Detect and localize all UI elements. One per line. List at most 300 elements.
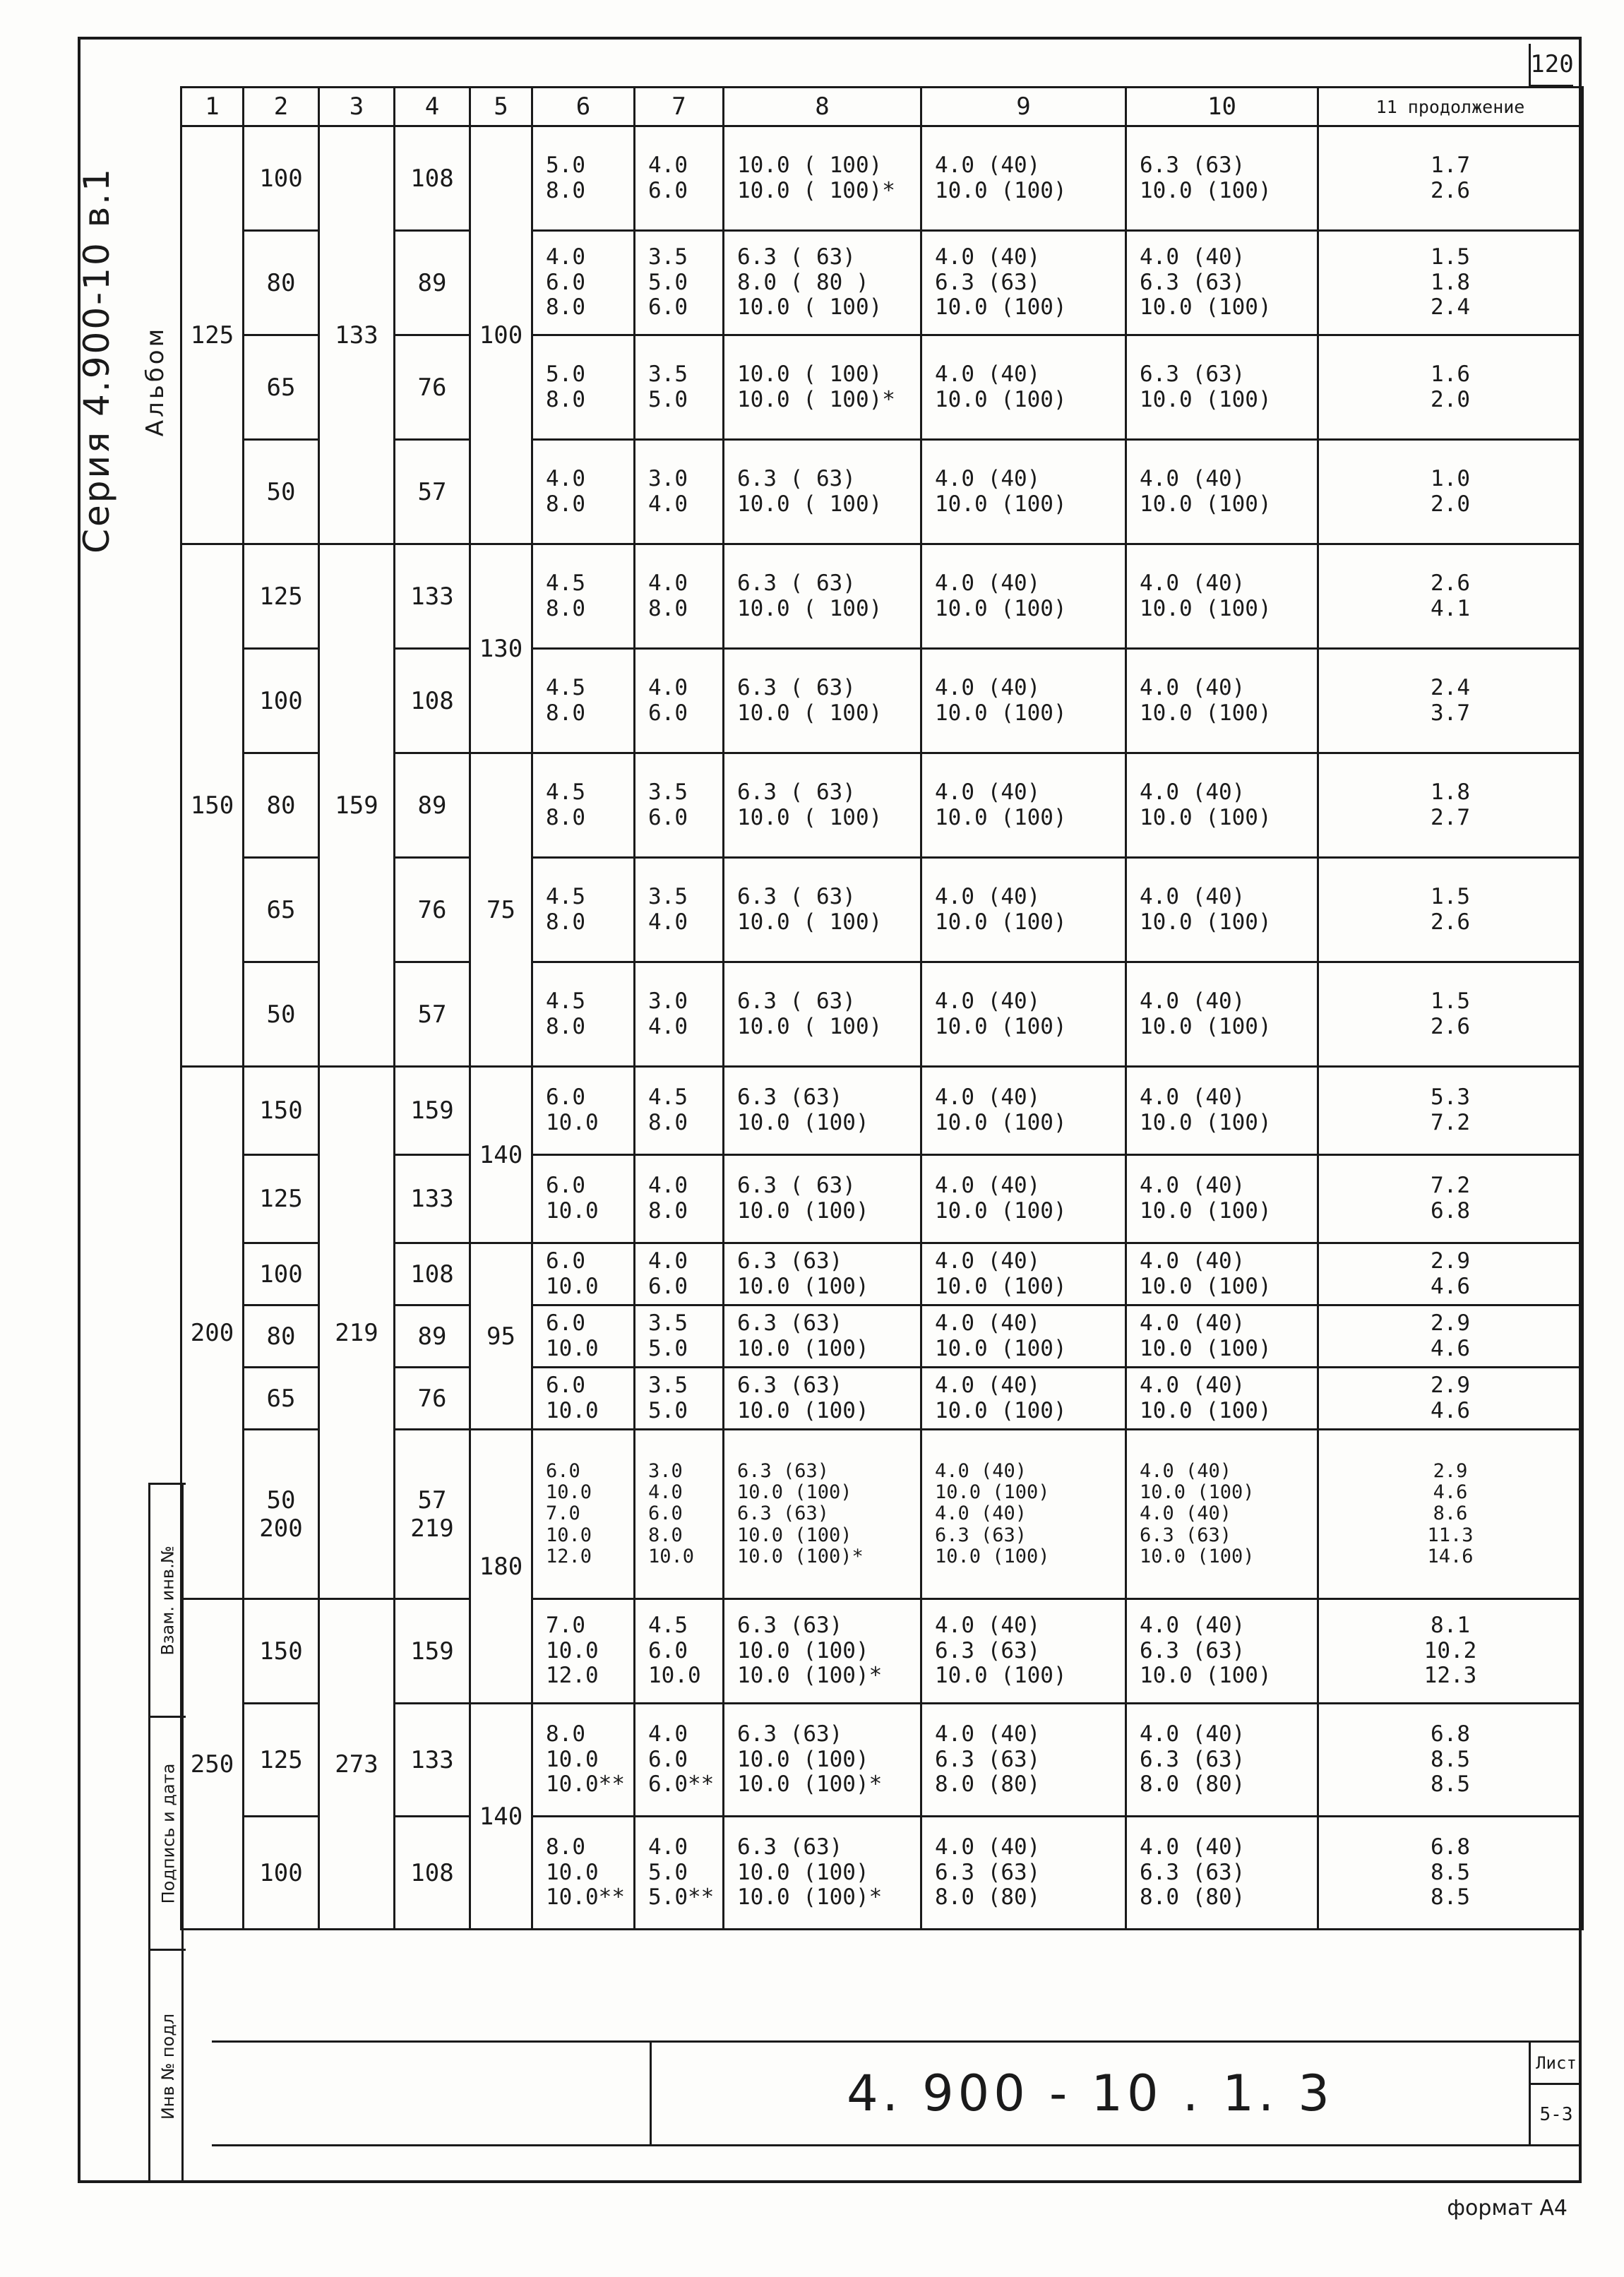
- cell-line: 10.0 (100): [1140, 1110, 1272, 1135]
- cell-line: 8.0: [648, 1524, 683, 1546]
- stamp-replace-text: Взам. инв.№: [158, 1545, 179, 1656]
- table-cell: [921, 962, 1126, 1067]
- cell-line: 8.0: [546, 294, 585, 321]
- table-cell: [1318, 335, 1583, 440]
- cell-line: 4.0 (40): [935, 1721, 1041, 1747]
- table-cell: 95: [470, 1243, 532, 1430]
- cell-line: 6.3 (63): [1140, 1859, 1246, 1885]
- cell-line: 4.0: [648, 1248, 688, 1274]
- cell-line: 6.0: [648, 1637, 688, 1663]
- cell-line: 6.3 (63): [1140, 1746, 1246, 1772]
- cell-line: 8.6: [1433, 1502, 1468, 1525]
- table-cell: [921, 335, 1126, 440]
- cell-line: 4.0 (40): [1140, 1613, 1246, 1639]
- cell-line: 10.0: [546, 1481, 592, 1504]
- table-cell: [532, 1305, 635, 1368]
- cell-line: 10.0: [546, 1110, 599, 1135]
- table-cell: 65: [244, 335, 319, 440]
- table-cell: [1126, 1599, 1318, 1704]
- table-cell: [921, 1067, 1126, 1155]
- cell-line: 4.0 (40): [935, 1173, 1041, 1199]
- table-cell: [724, 1599, 921, 1704]
- cell-line: 6.3 (63): [737, 1372, 843, 1398]
- cell-line: 6.0: [648, 1502, 683, 1525]
- cell-line: 5.0: [648, 1335, 688, 1361]
- cell-line: 10.0 ( 100): [737, 909, 883, 935]
- list-number: 5-3: [1539, 2104, 1573, 2125]
- table-cell: [532, 544, 635, 649]
- table-cell: [1318, 440, 1583, 544]
- cell-line: 8.1: [1431, 1613, 1470, 1639]
- stamp-cell-signature: [150, 1716, 186, 1949]
- table-cell: [635, 126, 724, 231]
- cell-line: 4.0 (40): [935, 988, 1041, 1014]
- table-cell: [921, 126, 1126, 231]
- table-cell: [1318, 1155, 1583, 1243]
- cell-line: 8.5: [1431, 1771, 1470, 1798]
- cell-line: 2.6: [1431, 909, 1470, 935]
- format-label: формат А4: [1447, 2196, 1568, 2221]
- cell-line: 4.0 (40): [935, 779, 1041, 805]
- table-cell: [724, 962, 921, 1067]
- cell-line: 8.0 ( 80 ): [737, 269, 869, 295]
- cell-line: 5.0**: [648, 1884, 715, 1911]
- cell-line: 10.0 (100): [935, 294, 1067, 321]
- cell-line: 8.5: [1431, 1746, 1470, 1772]
- table-cell: [1126, 649, 1318, 753]
- table-cell: [921, 1430, 1126, 1599]
- table-cell: [1318, 1368, 1583, 1430]
- cell-line: 4.0 (40): [935, 883, 1041, 909]
- cell-line: 10.0 (100): [1140, 1481, 1255, 1504]
- cell-line: 10.0 (100): [935, 1397, 1067, 1423]
- table-row: [181, 1599, 1583, 1704]
- table-cell: 100: [470, 126, 532, 544]
- sheet-number: 120: [1529, 44, 1573, 87]
- cell-line: 6.3 (63): [935, 1746, 1041, 1772]
- table-cell: 50 200: [244, 1430, 319, 1599]
- cell-line: 6.3 (63): [737, 1613, 843, 1639]
- cell-line: 4.0 (40): [935, 570, 1041, 596]
- table-cell: 130: [470, 544, 532, 753]
- stamp-signature-text: Подпись и дата: [158, 1763, 179, 1904]
- cell-line: 12.3: [1423, 1663, 1477, 1689]
- stamp-column: [148, 1483, 184, 2182]
- cell-line: 6.3 (63): [737, 1721, 843, 1747]
- cell-line: 10.0 ( 100)*: [737, 386, 895, 412]
- cell-line: 4.0: [648, 1013, 688, 1039]
- table-cell: 57 219: [395, 1430, 470, 1599]
- column-header: 8: [724, 88, 921, 126]
- cell-line: 10.0 (100): [935, 1110, 1067, 1135]
- cell-line: 10.0 (100): [935, 595, 1067, 621]
- table-cell: [724, 649, 921, 753]
- table-body: [181, 126, 1583, 1930]
- table-row: [181, 1067, 1583, 1155]
- cell-line: 5.0: [648, 1859, 688, 1885]
- cell-line: 6.3 (63): [737, 1459, 830, 1482]
- cell-line: 8.5: [1431, 1884, 1470, 1911]
- cell-line: 4.0 (40): [935, 465, 1041, 491]
- cell-line: 10.0 (100): [1140, 1273, 1272, 1299]
- cell-line: 10.0 ( 100)*: [737, 177, 895, 203]
- cell-line: 4.1: [1431, 595, 1470, 621]
- cell-line: 6.3 (63): [737, 1248, 843, 1274]
- cell-line: 10.0: [546, 1397, 599, 1423]
- cell-line: 2.6: [1431, 570, 1470, 596]
- cell-line: 6.0: [546, 269, 585, 295]
- cell-line: 4.0 (40): [1140, 779, 1246, 805]
- table-cell: 100: [244, 1243, 319, 1305]
- cell-line: 10.0 (100): [737, 1335, 869, 1361]
- table-cell: 200: [181, 1067, 244, 1599]
- cell-line: 4.5: [648, 1613, 688, 1639]
- cell-line: 4.0: [648, 1173, 688, 1199]
- table-cell: 125: [244, 1704, 319, 1817]
- cell-line: 4.0: [648, 570, 688, 596]
- table-cell: [724, 753, 921, 858]
- cell-line: 4.0 (40): [1140, 1310, 1246, 1336]
- table-cell: [635, 1430, 724, 1599]
- table-cell: [1126, 753, 1318, 858]
- data-table: [180, 86, 1584, 1930]
- cell-line: 10.0**: [546, 1771, 625, 1798]
- document-code: 4. 900 - 10 . 1. 3: [847, 2064, 1334, 2122]
- cell-line: 6.0**: [648, 1771, 715, 1798]
- table-cell: 65: [244, 858, 319, 962]
- cell-line: 2.0: [1431, 386, 1470, 412]
- table-cell: [1126, 1155, 1318, 1243]
- cell-line: 8.0: [648, 595, 688, 621]
- column-header: 5: [470, 88, 532, 126]
- table-cell: [724, 1704, 921, 1817]
- cell-line: 10.0 (100): [935, 909, 1067, 935]
- table-cell: 80: [244, 753, 319, 858]
- cell-line: 6.0: [648, 700, 688, 726]
- cell-line: 1.7: [1431, 152, 1470, 178]
- cell-line: 4.0 (40): [935, 1310, 1041, 1336]
- cell-line: 10.0 (100): [1140, 1198, 1272, 1224]
- table-cell: [724, 544, 921, 649]
- cell-line: 2.9: [1431, 1310, 1470, 1336]
- cell-line: 6.3 (63): [1140, 1637, 1246, 1663]
- cell-line: 4.0: [648, 1721, 688, 1747]
- cell-line: 10.0 (100): [737, 1746, 869, 1772]
- table-cell: 150: [244, 1067, 319, 1155]
- table-cell: [724, 1305, 921, 1368]
- table-cell: [921, 753, 1126, 858]
- cell-line: 6.3 (63): [737, 1310, 843, 1336]
- table-cell: 108: [395, 649, 470, 753]
- cell-line: 3.5: [648, 779, 688, 805]
- table-cell: [921, 231, 1126, 335]
- cell-line: 10.0 (100): [1140, 1335, 1272, 1361]
- table-cell: [635, 1599, 724, 1704]
- cell-line: 8.0: [546, 804, 585, 830]
- table-cell: [532, 126, 635, 231]
- table-cell: [635, 1368, 724, 1430]
- cell-line: 10.0 (100): [1140, 386, 1272, 412]
- cell-line: 2.9: [1433, 1459, 1468, 1482]
- cell-line: 4.0 (40): [935, 152, 1041, 178]
- table-cell: [724, 1155, 921, 1243]
- table-cell: [1126, 335, 1318, 440]
- table-cell: [921, 1368, 1126, 1430]
- cell-line: 10.0 (100): [1140, 909, 1272, 935]
- table-cell: [724, 126, 921, 231]
- cell-line: 10.0 (100): [737, 1859, 869, 1885]
- cell-line: 10.0 (100): [737, 1198, 869, 1224]
- cell-line: 5.0: [648, 1397, 688, 1423]
- cell-line: 5.0: [546, 152, 585, 178]
- table-cell: 100: [244, 649, 319, 753]
- column-header: 11 продолжение: [1318, 88, 1583, 126]
- cell-line: 7.2: [1431, 1173, 1470, 1199]
- cell-line: 4.0 (40): [935, 361, 1041, 387]
- cell-line: 10.0 ( 100): [737, 491, 883, 517]
- table-cell: [921, 544, 1126, 649]
- table-cell: [532, 335, 635, 440]
- cell-line: 3.0: [648, 988, 688, 1014]
- cell-line: 10.0 (100): [1140, 700, 1272, 726]
- album-label: [131, 304, 180, 459]
- table-cell: [1318, 1430, 1583, 1599]
- column-header: 4: [395, 88, 470, 126]
- column-header: 1: [181, 88, 244, 126]
- cell-line: 6.0: [546, 1084, 585, 1111]
- cell-line: 4.0 (40): [935, 1613, 1041, 1639]
- table-cell: 133: [395, 1704, 470, 1817]
- cell-line: 4.5: [546, 988, 585, 1014]
- table-cell: [1318, 1305, 1583, 1368]
- cell-line: 10.0 (100): [1140, 1013, 1272, 1039]
- table-cell: [635, 962, 724, 1067]
- cell-line: 3.7: [1431, 700, 1470, 726]
- table-cell: [1126, 231, 1318, 335]
- table-cell: [635, 1067, 724, 1155]
- cell-line: 8.0: [546, 700, 585, 726]
- cell-line: 8.0 (80): [935, 1771, 1041, 1798]
- cell-line: 10.0 (100): [1140, 804, 1272, 830]
- cell-line: 10.0 ( 100): [737, 595, 883, 621]
- table-cell: 65: [244, 1368, 319, 1430]
- cell-line: 10.0 ( 100): [737, 700, 883, 726]
- cell-line: 1.8: [1431, 779, 1470, 805]
- table-cell: [635, 858, 724, 962]
- table-cell: [1126, 1305, 1318, 1368]
- table-cell: 89: [395, 231, 470, 335]
- table-cell: 159: [395, 1599, 470, 1704]
- table-cell: 50: [244, 962, 319, 1067]
- cell-line: 8.0: [546, 177, 585, 203]
- cell-line: 10.0 (100)*: [737, 1771, 883, 1798]
- cell-line: 10.0 (100): [935, 804, 1067, 830]
- column-header: 7: [635, 88, 724, 126]
- cell-line: 6.3 ( 63): [737, 570, 856, 596]
- table-cell: 89: [395, 1305, 470, 1368]
- album-text: Альбом: [141, 325, 170, 437]
- cell-line: 10.0 ( 100): [737, 804, 883, 830]
- cell-line: 4.5: [546, 570, 585, 596]
- table-cell: 108: [395, 1243, 470, 1305]
- cell-line: 10.0: [546, 1335, 599, 1361]
- cell-line: 6.0: [546, 1459, 580, 1482]
- table-cell: [1318, 1599, 1583, 1704]
- table-cell: [532, 649, 635, 753]
- cell-line: 4.0 (40): [1140, 570, 1246, 596]
- table-cell: 57: [395, 962, 470, 1067]
- cell-line: 10.0 (100): [1140, 491, 1272, 517]
- cell-line: 8.0 (80): [935, 1884, 1041, 1911]
- cell-line: 10.0 (100): [935, 1273, 1067, 1299]
- cell-line: 1.5: [1431, 988, 1470, 1014]
- series-label: [65, 167, 129, 554]
- cell-line: 4.5: [546, 883, 585, 909]
- table-cell: [532, 1599, 635, 1704]
- cell-line: 4.0 (40): [1140, 883, 1246, 909]
- cell-line: 10.0 (100): [737, 1524, 852, 1546]
- cell-line: 10.0 (100): [935, 491, 1067, 517]
- cell-line: 10.0: [648, 1663, 701, 1689]
- table-cell: [724, 1243, 921, 1305]
- cell-line: 4.0: [648, 674, 688, 700]
- cell-line: 6.3 (63): [1140, 152, 1246, 178]
- cell-line: 2.7: [1431, 804, 1470, 830]
- cell-line: 4.6: [1431, 1397, 1470, 1423]
- cell-line: 4.0: [546, 465, 585, 491]
- cell-line: 1.6: [1431, 361, 1470, 387]
- cell-line: 1.5: [1431, 244, 1470, 270]
- cell-line: 10.0: [546, 1198, 599, 1224]
- table-cell: 125: [244, 544, 319, 649]
- cell-line: 6.8: [1431, 1834, 1470, 1860]
- table-cell: 140: [470, 1067, 532, 1243]
- table-cell: [532, 1155, 635, 1243]
- cell-line: 6.3 ( 63): [737, 883, 856, 909]
- cell-line: 10.2: [1423, 1637, 1477, 1663]
- cell-line: 10.0: [546, 1524, 592, 1546]
- cell-line: 10.0 (100)*: [737, 1884, 883, 1911]
- cell-line: 10.0 ( 100): [737, 1013, 883, 1039]
- cell-line: 8.0: [648, 1198, 688, 1224]
- table-cell: 150: [181, 544, 244, 1067]
- table-cell: 108: [395, 1817, 470, 1930]
- cell-line: 4.0 (40): [1140, 1173, 1246, 1199]
- cell-line: 4.6: [1433, 1481, 1468, 1504]
- cell-line: 6.3 (63): [1140, 1524, 1232, 1546]
- cell-line: 5.0: [648, 269, 688, 295]
- cell-line: 14.6: [1427, 1545, 1474, 1567]
- cell-line: 10.0 (100): [1140, 294, 1272, 321]
- cell-line: 10.0 (100): [935, 1481, 1050, 1504]
- table-cell: [1126, 1430, 1318, 1599]
- table-cell: [1126, 962, 1318, 1067]
- cell-line: 10.0 (100)*: [737, 1545, 864, 1567]
- cell-line: 6.3 (63): [935, 1524, 1027, 1546]
- cell-line: 4.0 (40): [1140, 1459, 1232, 1482]
- cell-line: 6.8: [1431, 1198, 1470, 1224]
- table-cell: [724, 1817, 921, 1930]
- table-cell: [532, 231, 635, 335]
- cell-line: 10.0: [546, 1746, 599, 1772]
- cell-line: 6.0: [546, 1248, 585, 1274]
- table-cell: [635, 544, 724, 649]
- table-cell: 133: [319, 126, 395, 544]
- cell-line: 8.5: [1431, 1859, 1470, 1885]
- cell-line: 2.4: [1431, 674, 1470, 700]
- cell-line: 8.0: [546, 386, 585, 412]
- table-cell: [1318, 1704, 1583, 1817]
- table-cell: [532, 753, 635, 858]
- cell-line: 10.0 (100): [1140, 1663, 1272, 1689]
- table-cell: [1318, 649, 1583, 753]
- table-cell: [635, 1243, 724, 1305]
- table-cell: [1318, 753, 1583, 858]
- cell-line: 8.0 (80): [1140, 1884, 1246, 1911]
- cell-line: 6.3 (63): [737, 1834, 843, 1860]
- cell-line: 4.0 (40): [935, 1459, 1027, 1482]
- cell-line: 3.5: [648, 883, 688, 909]
- table-cell: [635, 335, 724, 440]
- cell-line: 2.9: [1431, 1248, 1470, 1274]
- cell-line: 6.3 (63): [1140, 361, 1246, 387]
- cell-line: 2.9: [1431, 1372, 1470, 1398]
- table-cell: [532, 1817, 635, 1930]
- stamp-cell-replace: [150, 1483, 186, 1716]
- cell-line: 6.0: [546, 1310, 585, 1336]
- table-cell: [921, 1704, 1126, 1817]
- table-cell: [1318, 1243, 1583, 1305]
- cell-line: 7.0: [546, 1502, 580, 1525]
- table-cell: [1318, 858, 1583, 962]
- cell-line: 6.0: [648, 804, 688, 830]
- cell-line: 8.0: [648, 1110, 688, 1135]
- table-cell: [724, 1430, 921, 1599]
- cell-line: 6.8: [1431, 1721, 1470, 1747]
- table-cell: 75: [470, 753, 532, 1067]
- table-cell: 273: [319, 1599, 395, 1930]
- cell-line: 10.0 ( 100): [737, 361, 883, 387]
- cell-line: 5.3: [1431, 1084, 1470, 1111]
- table-cell: [532, 962, 635, 1067]
- cell-line: 4.0 (40): [1140, 465, 1246, 491]
- table-cell: [1318, 231, 1583, 335]
- table-cell: 159: [319, 544, 395, 1067]
- cell-line: 4.0 (40): [935, 244, 1041, 270]
- cell-line: 6.3 ( 63): [737, 779, 856, 805]
- table-cell: [635, 1155, 724, 1243]
- cell-line: 10.0 (100): [737, 1273, 869, 1299]
- table-cell: 100: [244, 126, 319, 231]
- table-cell: 76: [395, 858, 470, 962]
- cell-line: 8.0: [546, 491, 585, 517]
- cell-line: 4.0 (40): [1140, 674, 1246, 700]
- cell-line: 4.0: [546, 244, 585, 270]
- cell-line: 1.5: [1431, 883, 1470, 909]
- cell-line: 6.0: [648, 1746, 688, 1772]
- header-row: [181, 88, 1583, 126]
- cell-line: 4.6: [1431, 1335, 1470, 1361]
- cell-line: 1.0: [1431, 465, 1470, 491]
- cell-line: 8.0: [546, 595, 585, 621]
- cell-line: 10.0 (100): [935, 1335, 1067, 1361]
- cell-line: 7.0: [546, 1613, 585, 1639]
- table-cell: 180: [470, 1430, 532, 1704]
- cell-line: 3.5: [648, 244, 688, 270]
- cell-line: 4.0 (40): [935, 1372, 1041, 1398]
- cell-line: 8.0: [546, 1721, 585, 1747]
- cell-line: 6.3 ( 63): [737, 1173, 856, 1199]
